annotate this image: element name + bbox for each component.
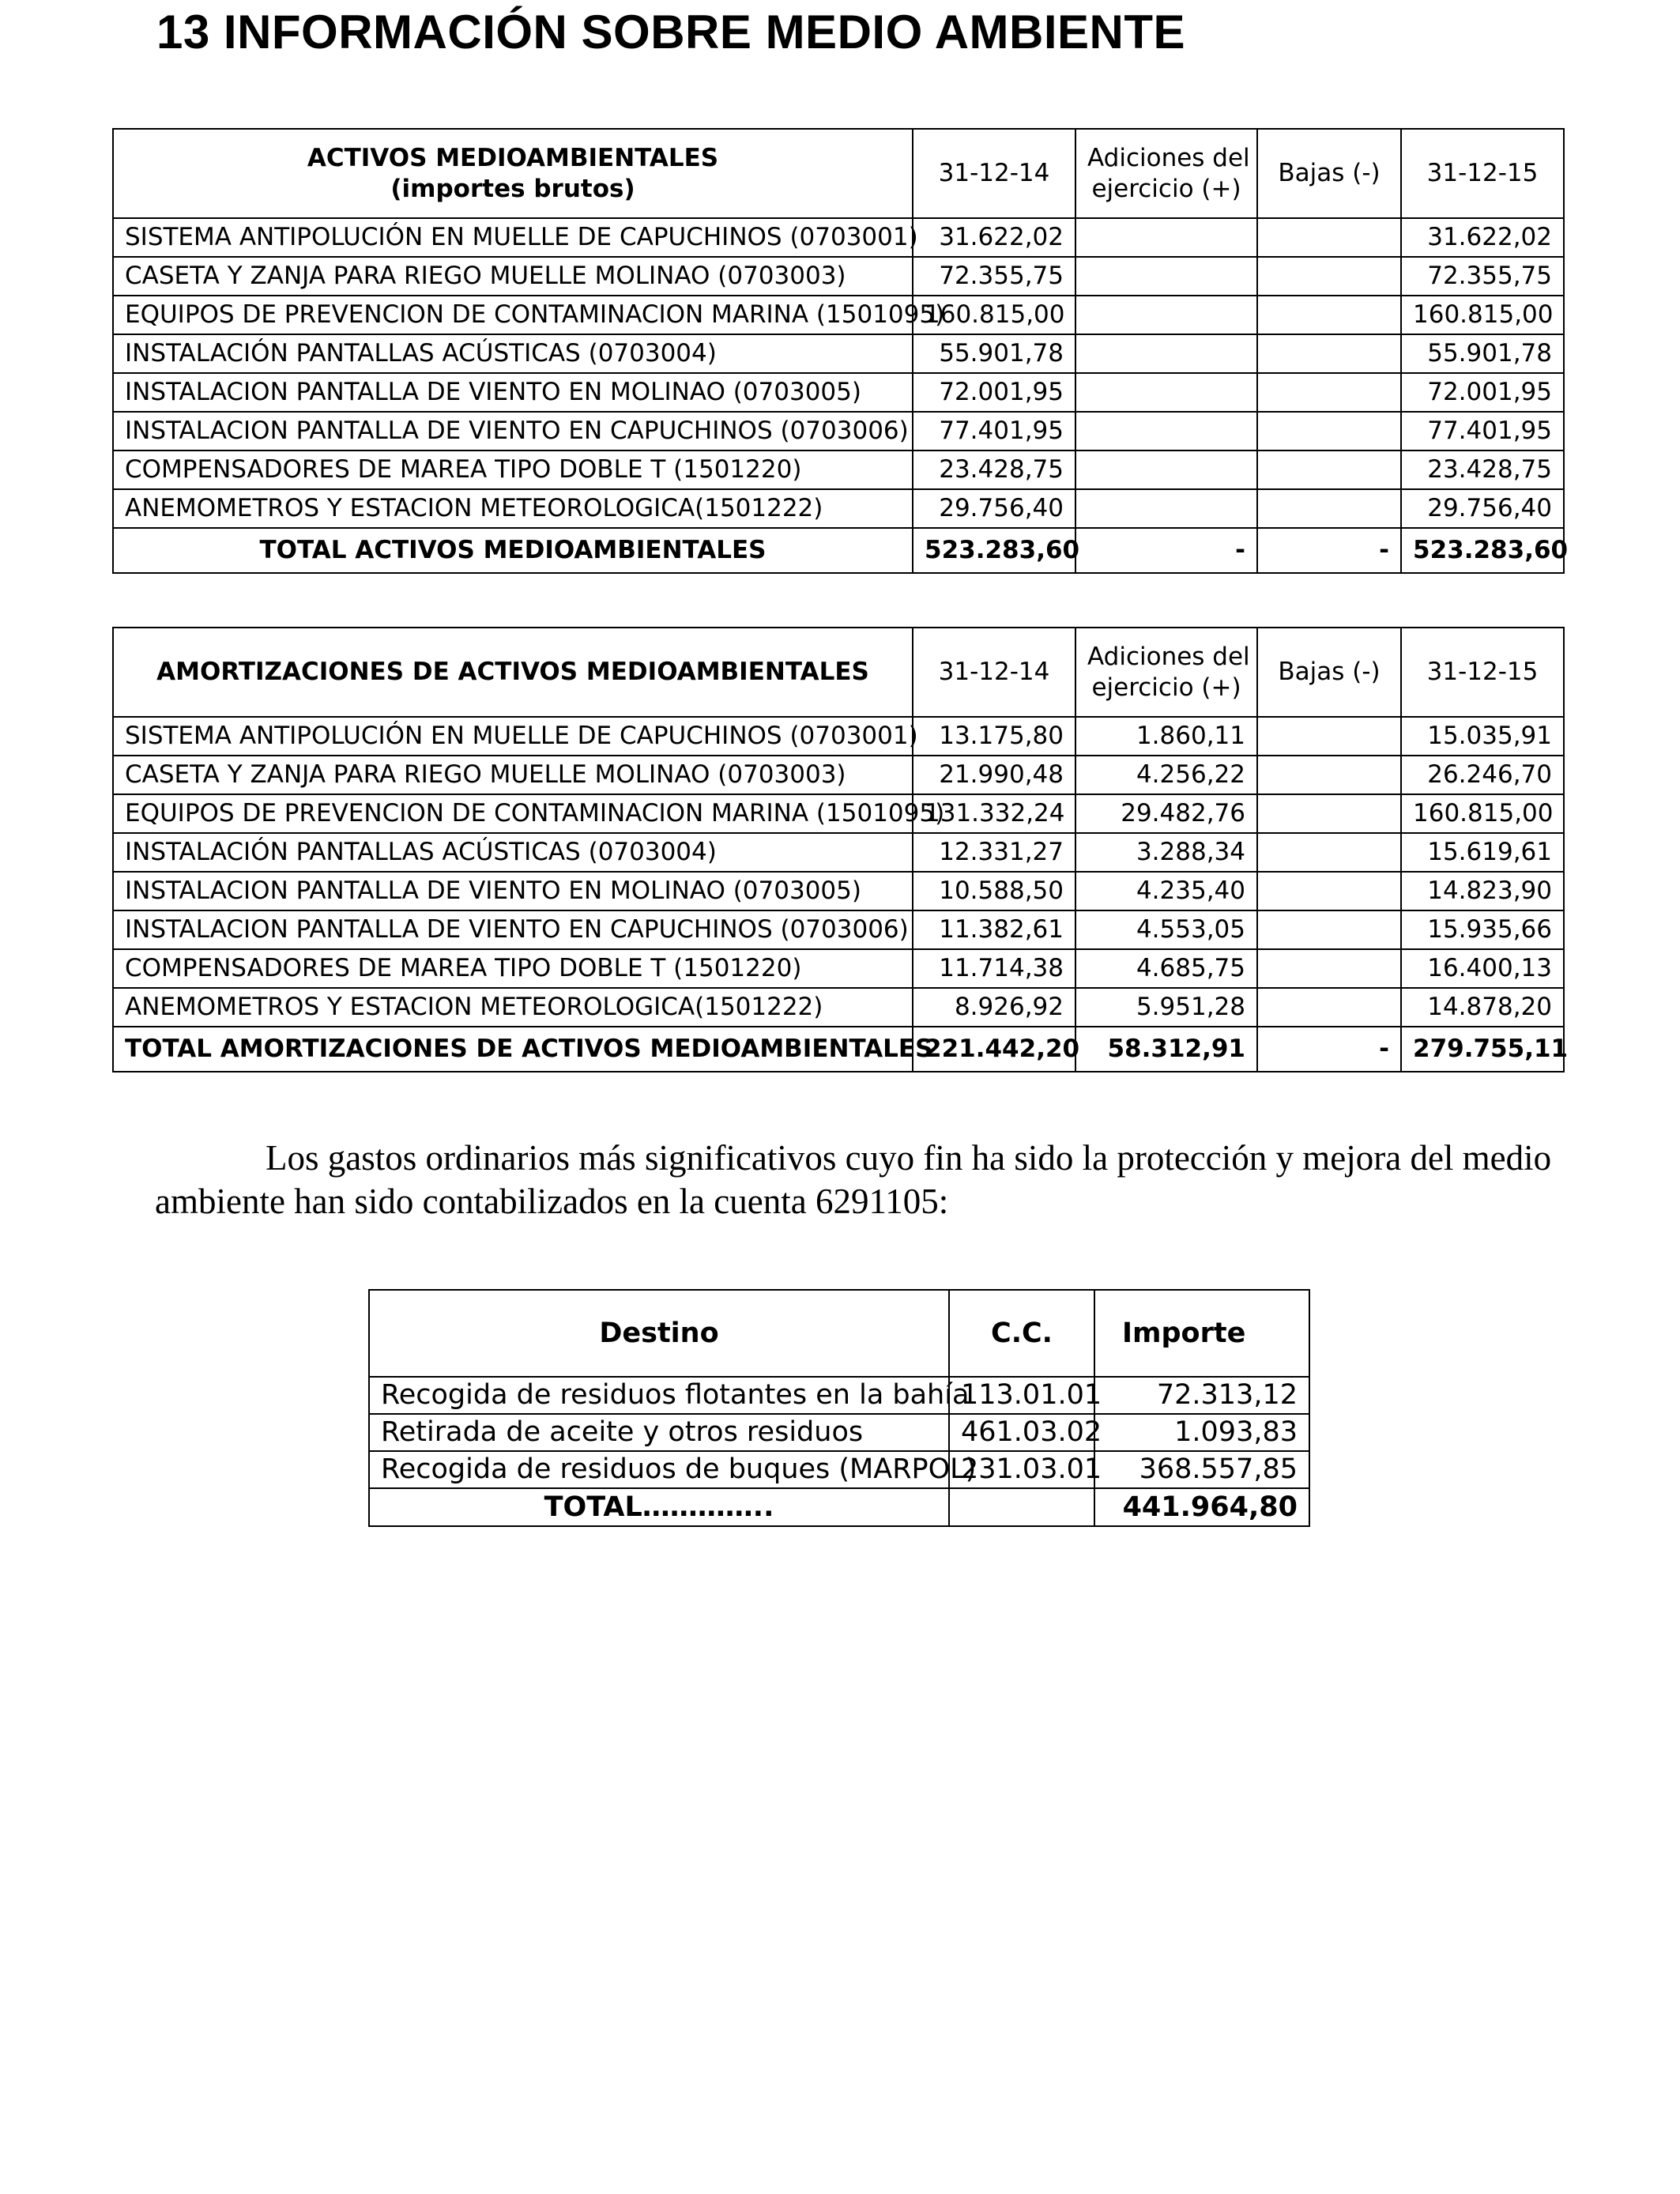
cell-desc: INSTALACION PANTALLA DE VIENTO EN MOLINAO (0703005) <box>113 872 913 910</box>
table-row <box>113 257 1564 296</box>
table-row <box>113 872 1564 910</box>
cell-v3 <box>1257 334 1401 373</box>
cell-desc: SISTEMA ANTIPOLUCIÓN EN MUELLE DE CAPUCHINOS (0703001) <box>113 717 913 756</box>
cell-desc: INSTALACIÓN PANTALLAS ACÚSTICAS (0703004) <box>113 334 913 373</box>
cell-v1: 77.401,95 <box>913 412 1075 450</box>
cell-v4: 14.878,20 <box>1401 988 1564 1027</box>
cell-v2: 4.553,05 <box>1075 910 1257 949</box>
cell-desc: COMPENSADORES DE MAREA TIPO DOBLE T (1501220) <box>113 949 913 988</box>
header-adiciones-line1: Adiciones del <box>1087 143 1250 172</box>
header-adiciones-line2: ejercicio (+) <box>1091 174 1241 203</box>
header-col-2015: 31-12-15 <box>1401 628 1564 717</box>
cell-destino: Retirada de aceite y otros residuos <box>369 1414 949 1451</box>
cell-v1: 72.355,75 <box>913 257 1075 296</box>
cell-desc: EQUIPOS DE PREVENCION DE CONTAMINACION MARINA (1501095) <box>113 296 913 334</box>
gastos-table <box>368 1289 1310 1527</box>
cell-desc: INSTALACION PANTALLA DE VIENTO EN MOLINAO (0703005) <box>113 373 913 412</box>
cell-v1: 12.331,27 <box>913 833 1075 872</box>
cell-desc: INSTALACION PANTALLA DE VIENTO EN CAPUCHINOS (0703006) <box>113 412 913 450</box>
header-desc-line1: ACTIVOS MEDIOAMBIENTALES <box>307 143 719 172</box>
cell-v3 <box>1257 756 1401 794</box>
header-adiciones-line2: ejercicio (+) <box>1091 673 1241 702</box>
header-cc: C.C. <box>949 1290 1094 1377</box>
table-row <box>113 218 1564 257</box>
table-row <box>113 833 1564 872</box>
cell-cc: 231.03.01 <box>949 1451 1094 1488</box>
table-row <box>113 450 1564 489</box>
activos-table <box>112 128 1569 574</box>
cell-v2: 4.685,75 <box>1075 949 1257 988</box>
cell-v1: 131.332,24 <box>913 794 1075 833</box>
header-col-2015: 31-12-15 <box>1401 129 1564 218</box>
cell-v2 <box>1075 373 1257 412</box>
cell-v1: 21.990,48 <box>913 756 1075 794</box>
cell-v3 <box>1257 833 1401 872</box>
cell-v4: 26.246,70 <box>1401 756 1564 794</box>
table-row <box>369 1377 1309 1414</box>
header-col-adiciones <box>1075 129 1257 218</box>
header-col-bajas: Bajas (-) <box>1257 628 1401 717</box>
cell-v3 <box>1257 717 1401 756</box>
cell-desc: EQUIPOS DE PREVENCION DE CONTAMINACION MARINA (1501095) <box>113 794 913 833</box>
cell-v2: 5.951,28 <box>1075 988 1257 1027</box>
cell-cc: 113.01.01 <box>949 1377 1094 1414</box>
total-label: TOTAL AMORTIZACIONES DE ACTIVOS MEDIOAMBIENTALES <box>113 1027 913 1072</box>
header-col-2014: 31-12-14 <box>913 129 1075 218</box>
cell-desc: COMPENSADORES DE MAREA TIPO DOBLE T (1501220) <box>113 450 913 489</box>
cell-destino: Recogida de residuos flotantes en la bahía <box>369 1377 949 1414</box>
cell-v4: 72.001,95 <box>1401 373 1564 412</box>
total-label: TOTAL………….. <box>369 1488 949 1526</box>
cell-v3 <box>1257 373 1401 412</box>
cell-v3 <box>1257 872 1401 910</box>
table-row <box>113 373 1564 412</box>
cell-desc: INSTALACION PANTALLA DE VIENTO EN CAPUCHINOS (0703006) <box>113 910 913 949</box>
table-row <box>113 412 1564 450</box>
cell-v3 <box>1257 988 1401 1027</box>
activos-body <box>113 129 1569 573</box>
table-row <box>113 756 1564 794</box>
amortizaciones-header-desc: AMORTIZACIONES DE ACTIVOS MEDIOAMBIENTALES <box>113 628 913 717</box>
cell-v1: 11.382,61 <box>913 910 1075 949</box>
total-importe: 441.964,80 <box>1094 1488 1309 1526</box>
cell-v4: 14.823,90 <box>1401 872 1564 910</box>
cell-v4: 29.756,40 <box>1401 489 1564 528</box>
cell-desc: SISTEMA ANTIPOLUCIÓN EN MUELLE DE CAPUCHINOS (0703001) <box>113 218 913 257</box>
cell-v3 <box>1257 489 1401 528</box>
cell-v4: 15.035,91 <box>1401 717 1564 756</box>
cell-v4: 23.428,75 <box>1401 450 1564 489</box>
header-adiciones-line1: Adiciones del <box>1087 642 1250 671</box>
cell-v3 <box>1257 450 1401 489</box>
total-v4: 279.755,11 <box>1401 1027 1564 1072</box>
cell-v3 <box>1257 949 1401 988</box>
table-row <box>113 794 1564 833</box>
cell-v2 <box>1075 334 1257 373</box>
cell-v1: 8.926,92 <box>913 988 1075 1027</box>
cell-v4: 15.935,66 <box>1401 910 1564 949</box>
table-row <box>113 949 1564 988</box>
cell-v2: 4.235,40 <box>1075 872 1257 910</box>
table-row <box>113 717 1564 756</box>
cell-v1: 10.588,50 <box>913 872 1075 910</box>
cell-v1: 23.428,75 <box>913 450 1075 489</box>
cell-v3 <box>1257 910 1401 949</box>
header-destino: Destino <box>369 1290 949 1377</box>
cell-desc: ANEMOMETROS Y ESTACION METEOROLOGICA(1501222) <box>113 489 913 528</box>
cell-v3 <box>1257 257 1401 296</box>
cell-importe: 368.557,85 <box>1094 1451 1309 1488</box>
cell-v1: 55.901,78 <box>913 334 1075 373</box>
section-title: 13 INFORMACIÓN SOBRE MEDIO AMBIENTE <box>156 6 1186 58</box>
cell-v3 <box>1257 412 1401 450</box>
cell-destino: Recogida de residuos de buques (MARPOL) <box>369 1451 949 1488</box>
cell-v2 <box>1075 257 1257 296</box>
total-row <box>369 1488 1309 1526</box>
cell-v2 <box>1075 412 1257 450</box>
table-row <box>113 988 1564 1027</box>
cell-v1: 11.714,38 <box>913 949 1075 988</box>
table-row <box>113 910 1564 949</box>
cell-v1: 29.756,40 <box>913 489 1075 528</box>
total-row <box>113 528 1564 573</box>
header-col-bajas: Bajas (-) <box>1257 129 1401 218</box>
cell-importe: 1.093,83 <box>1094 1414 1309 1451</box>
total-v1: 523.283,60 <box>913 528 1075 573</box>
cell-v3 <box>1257 794 1401 833</box>
body-paragraph: Los gastos ordinarios más significativos cuyo fin ha sido la protección y mejora del medio ambiente han sido contabilizados en la cuenta 6291105: <box>155 1138 1552 1221</box>
total-v3: - <box>1257 1027 1401 1072</box>
activos-header-desc <box>113 129 913 218</box>
cell-cc: 461.03.02 <box>949 1414 1094 1451</box>
cell-v2 <box>1075 450 1257 489</box>
table-header-row <box>369 1290 1309 1377</box>
total-row <box>113 1027 1564 1072</box>
cell-v1: 72.001,95 <box>913 373 1075 412</box>
header-col-2014: 31-12-14 <box>913 628 1075 717</box>
cell-desc: ANEMOMETROS Y ESTACION METEOROLOGICA(1501222) <box>113 988 913 1027</box>
total-v4: 523.283,60 <box>1401 528 1564 573</box>
gastos-body <box>369 1290 1309 1526</box>
cell-v4: 16.400,13 <box>1401 949 1564 988</box>
table-row <box>113 334 1564 373</box>
total-label: TOTAL ACTIVOS MEDIOAMBIENTALES <box>113 528 913 573</box>
table-row <box>113 296 1564 334</box>
cell-v2: 29.482,76 <box>1075 794 1257 833</box>
total-cc-empty <box>949 1488 1094 1526</box>
total-v2: - <box>1075 528 1257 573</box>
header-col-adiciones <box>1075 628 1257 717</box>
cell-v2 <box>1075 489 1257 528</box>
cell-v2: 4.256,22 <box>1075 756 1257 794</box>
cell-v4: 77.401,95 <box>1401 412 1564 450</box>
table-header-row <box>113 628 1564 717</box>
cell-v2 <box>1075 218 1257 257</box>
header-desc-line2: (importes brutos) <box>390 174 635 203</box>
amortizaciones-table <box>112 627 1569 1072</box>
cell-v1: 160.815,00 <box>913 296 1075 334</box>
table-row <box>369 1414 1309 1451</box>
cell-v4: 15.619,61 <box>1401 833 1564 872</box>
cell-desc: CASETA Y ZANJA PARA RIEGO MUELLE MOLINAO (0703003) <box>113 257 913 296</box>
amortizaciones-body <box>113 628 1569 1072</box>
cell-desc: INSTALACIÓN PANTALLAS ACÚSTICAS (0703004) <box>113 833 913 872</box>
cell-v3 <box>1257 296 1401 334</box>
cell-v4: 160.815,00 <box>1401 296 1564 334</box>
header-importe: Importe <box>1094 1290 1309 1377</box>
cell-v4: 72.355,75 <box>1401 257 1564 296</box>
cell-v3 <box>1257 218 1401 257</box>
cell-v2 <box>1075 296 1257 334</box>
table-row <box>113 489 1564 528</box>
cell-v4: 55.901,78 <box>1401 334 1564 373</box>
cell-desc: CASETA Y ZANJA PARA RIEGO MUELLE MOLINAO (0703003) <box>113 756 913 794</box>
cell-v2: 1.860,11 <box>1075 717 1257 756</box>
total-v3: - <box>1257 528 1401 573</box>
total-v1: 221.442,20 <box>913 1027 1075 1072</box>
total-v2: 58.312,91 <box>1075 1027 1257 1072</box>
cell-v4: 160.815,00 <box>1401 794 1564 833</box>
cell-v4: 31.622,02 <box>1401 218 1564 257</box>
cell-v1: 13.175,80 <box>913 717 1075 756</box>
cell-importe: 72.313,12 <box>1094 1377 1309 1414</box>
table-row <box>369 1451 1309 1488</box>
table-header-row <box>113 129 1564 218</box>
cell-v2: 3.288,34 <box>1075 833 1257 872</box>
cell-v1: 31.622,02 <box>913 218 1075 257</box>
